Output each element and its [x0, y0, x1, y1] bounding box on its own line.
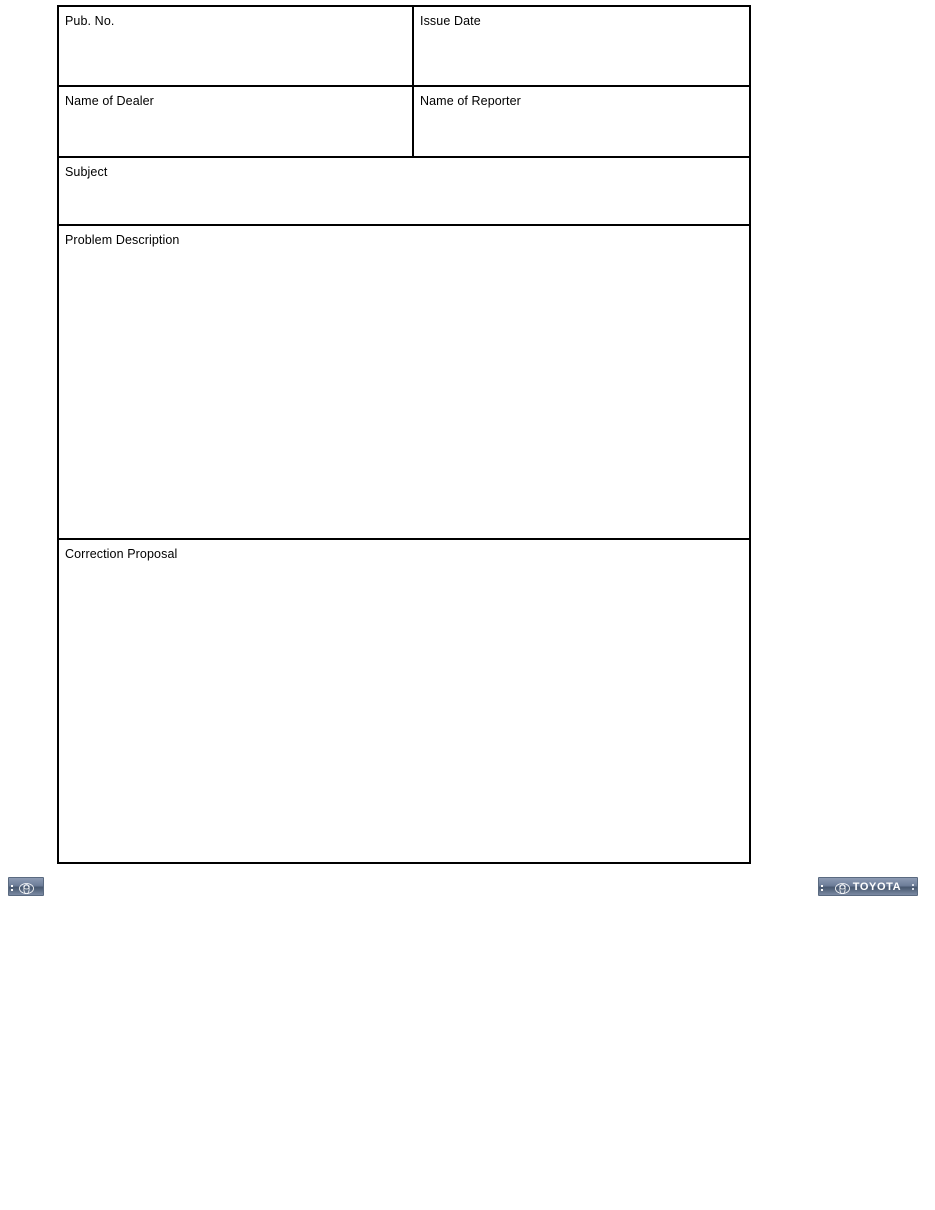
field-label-problem-description: Problem Description: [65, 233, 180, 247]
bullet-dots-icon: [11, 885, 13, 887]
form-row-problem-description: [59, 226, 749, 540]
field-label-pub-no: Pub. No.: [65, 14, 115, 28]
field-label-correction-proposal: Correction Proposal: [65, 547, 178, 561]
field-issue-date[interactable]: [414, 7, 749, 87]
field-label-subject: Subject: [65, 165, 108, 179]
field-label-issue-date: Issue Date: [420, 14, 481, 28]
toyota-emblem-icon: [19, 881, 34, 892]
form-row-publication: [59, 7, 749, 87]
field-label-name-of-dealer: Name of Dealer: [65, 94, 154, 108]
form-row-correction-proposal: [59, 540, 749, 864]
field-subject[interactable]: [59, 158, 749, 226]
bullet-dots-right-icon: [912, 884, 914, 886]
field-pub-no[interactable]: [59, 7, 414, 87]
toyota-emblem-icon: [835, 881, 850, 892]
correction-report-form: [57, 5, 751, 864]
field-label-name-of-reporter: Name of Reporter: [420, 94, 521, 108]
brand-name: TOYOTA: [852, 880, 902, 893]
field-problem-description[interactable]: [59, 226, 749, 540]
form-row-names: [59, 87, 749, 158]
field-correction-proposal[interactable]: [59, 540, 749, 864]
bullet-dots-left-icon: [821, 885, 823, 887]
form-row-subject: [59, 158, 749, 226]
field-name-of-reporter[interactable]: [414, 87, 749, 158]
field-name-of-dealer[interactable]: [59, 87, 414, 158]
footer-logo-toyota: [818, 877, 918, 896]
footer-logo-small: [8, 877, 44, 896]
